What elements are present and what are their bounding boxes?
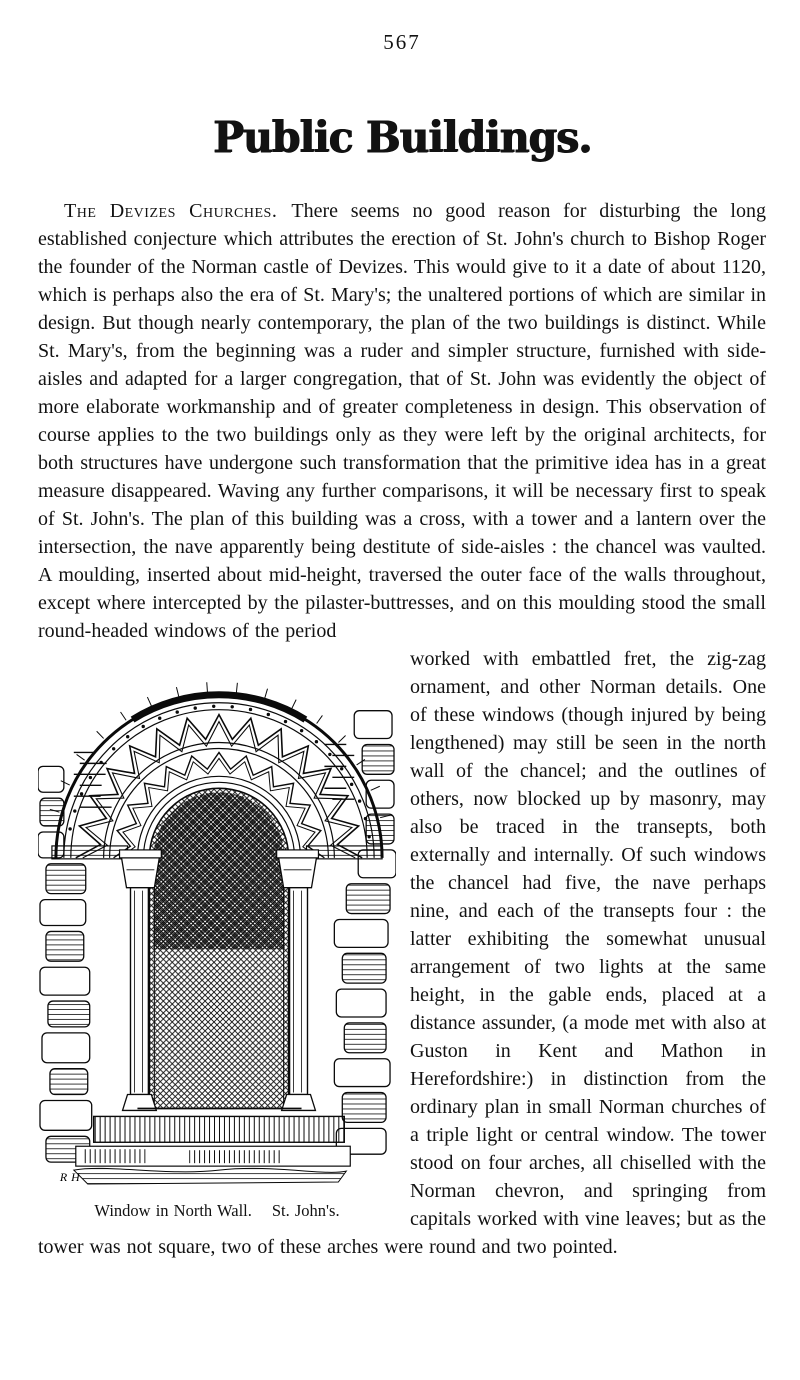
page-number: 567 bbox=[383, 30, 421, 54]
engraver-signature: R H bbox=[59, 1170, 80, 1185]
paragraph-opening bbox=[38, 197, 766, 645]
caption-place: Window in North Wall. bbox=[94, 1201, 252, 1220]
window-engraving bbox=[38, 649, 396, 1194]
window-engraving-figure bbox=[38, 649, 396, 1225]
article-body bbox=[38, 197, 766, 1261]
caption-subject: St. John's. bbox=[271, 1201, 340, 1220]
page-title: Public Buildings. bbox=[212, 111, 592, 163]
section-lead-in: The Devizes Churches. bbox=[64, 200, 278, 222]
opening-text: There seems no good reason for disturbing the long established conjecture which attributes the erection of St. John's church to Bishop Roger the founder of the Norman castle of Devizes. This would give to it a date of about 1120, which is perhaps also the era of St. Mary's; the unaltered portions of which are similar in design. But though nearly contemporary, the plan of the two buildings is distinct. While St. Mary's, from the beginning was a ruder and simpler structure, furnished with side-aisles and adapted for a larger congregation, that of St. John was evidently the object of more elaborate workmanship and of greater completeness in design. This observation of course applies to the two buildings only as they were left by the original architects, for both structures have undergone such transformation that the primitive idea has in a great measure disappeared. Waving any further comparisons, it will be necessary first to speak of St. John's. The plan of this building was a cross, with a tower and a lantern over the intersection, the nave apparently being destitute of side-aisles : the chancel was vaulted. A moulding, inserted about mid-height, traversed the outer face of the walls throughout, except where intercepted by the pilaster-buttresses, and on this moulding stood the small round-headed windows of the period bbox=[38, 200, 766, 642]
figure-caption bbox=[38, 1197, 396, 1225]
paragraph-continuation: worked with embattled fret, the zig-zag ornament, and other Norman details. One of these windows (though injured by being lengthened) may still be seen in the north wall of the chancel; and the outlines of others, now blocked up by masonry, may also be traced in the transepts, both externally and internally. Of such windows the chancel had five, the nave perhaps nine, and each of the transepts four : the latter exhibiting the somewhat unusual arrangement of two lights at the same height, in the gable ends, placed at a distance assunder, (a mode met with also at Guston in Kent and Mathon in Herefordshire:) in distinction from the ordinary plan in small Norman churches of a triple light or central window. The tower stood on four arches, all chiselled with the Norman chevron, and springing from capitals worked with vine leaves; but as the tower was not square, two of these arches were round and two pointed. bbox=[38, 648, 766, 1258]
wrapped-flow bbox=[38, 645, 766, 1261]
